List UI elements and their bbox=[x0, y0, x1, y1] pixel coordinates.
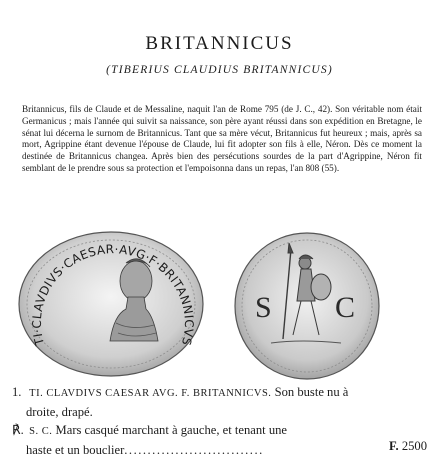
entry-legend: TI. CLAVDIVS CAESAR AVG. F. BRITANNICVS. bbox=[29, 388, 272, 399]
reverse-marker: ℟. bbox=[12, 423, 24, 437]
page-title: BRITANNICUS bbox=[145, 33, 294, 54]
entry-description-line1: Son buste nu à bbox=[274, 385, 349, 399]
price-mark: F. bbox=[388, 439, 399, 453]
price-value bbox=[389, 439, 427, 454]
reverse-legend: S. C. bbox=[29, 426, 53, 437]
reverse-letter-c: C bbox=[335, 291, 356, 324]
reverse-description-line1: Mars casqué marchant à gauche, et tenant une bbox=[55, 423, 288, 437]
page-subtitle: (TIBERIUS CLAUDIUS BRITANNICUS) bbox=[106, 64, 333, 76]
catalog-entry-reverse bbox=[12, 421, 428, 459]
price-amount: 2500 bbox=[401, 439, 427, 453]
obverse-legend-text: TI·CLAVDIVS·CAESAR·AVG·F·BRITANNICVS bbox=[29, 242, 196, 348]
intro-paragraph: Britannicus, fils de Claude et de Messaline, naquit l'an de Rome 795 (de J. C., 42). Son véritable nom était Germanicus ; mais l'année qui suivit sa naissance, son père ayant réussi dans son expédition en Bretagne, le sénat lui décerna le surnom de Britannicus. Tant que sa mère vécut, Britannicus fut heureux ; mais, après sa mort, Agrippine étant devenue l'épouse de Claude, lui fit adopter son fils à elle, Néron. Dès ce moment la destinée de Britannicus changea. Après bien des persécutions sourdes de la part d'Agrippine, Néron fit semblant de le prendre sous sa protection et l'empoisonna dans un repas, l'an 808 (55). bbox=[22, 104, 422, 173]
shield bbox=[311, 274, 331, 300]
entry-description-line2: droite, drapé. bbox=[26, 405, 93, 419]
reverse-letter-s: S bbox=[255, 291, 272, 324]
leader-dots: .............................. bbox=[124, 443, 264, 457]
entry-number: 1. bbox=[12, 385, 22, 399]
coin-obverse-image bbox=[14, 231, 208, 377]
reverse-description-line2: haste et un bouclier bbox=[26, 443, 125, 457]
coin-reverse-image bbox=[231, 231, 383, 381]
catalog-entry-1 bbox=[12, 383, 428, 421]
